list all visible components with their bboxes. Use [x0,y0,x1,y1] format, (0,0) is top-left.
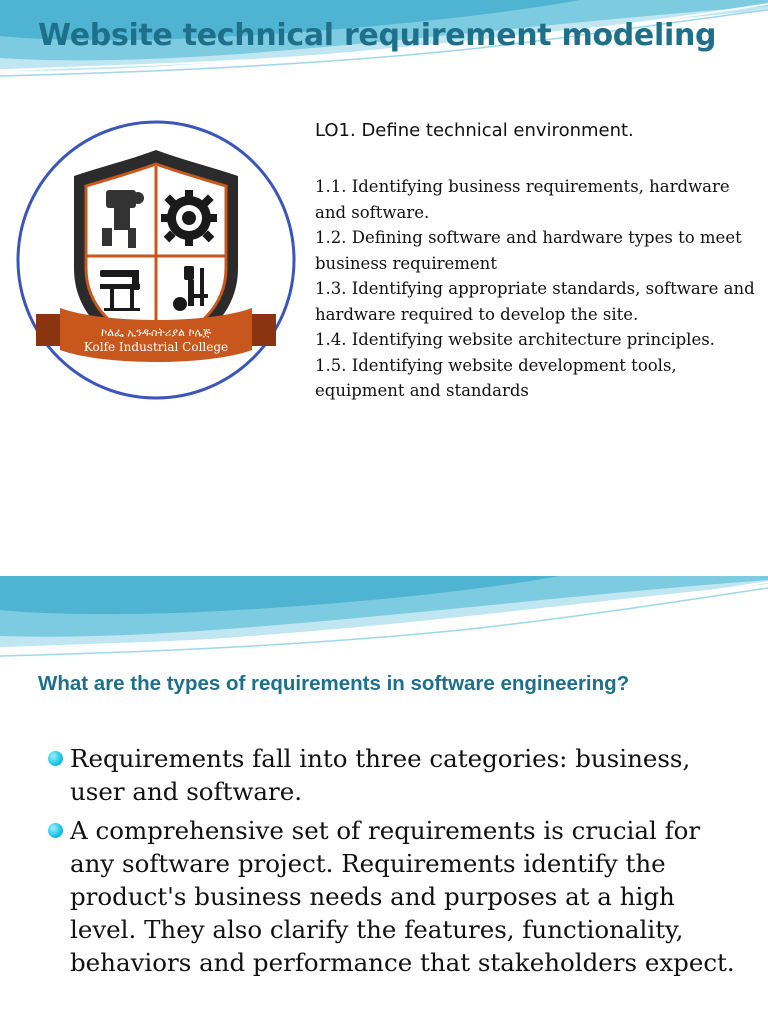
college-logo [14,118,298,402]
learning-outcome-heading: LO1. Define technical environment. [315,120,634,141]
wave-header-decoration [0,576,768,666]
learning-outcome-list [315,174,755,404]
slide-title: Website technical requirement modeling [38,18,717,53]
list-item: 1.4. Identifying website architecture principles. [315,330,715,349]
logo-english-text: Kolfe Industrial College [83,340,229,354]
list-item: 1.5. Identifying website development tools, equipment and standards [315,355,677,400]
list-item: 1.3. Identifying appropriate standards, software and hardware required to develop the site. [315,279,755,324]
list-item [46,742,746,808]
list-item [46,814,746,979]
slide-title: What are the types of requirements in software engineering? [38,672,630,695]
bullet-text: A comprehensive set of requirements is crucial for any software project. Requirements identify the product's business needs and purposes at a high level. They also clarify the features, functionality, behaviors and performance that stakeholders expect. [70,816,735,977]
list-item: 1.1. Identifying business requirements, hardware and software. [315,177,730,222]
logo-amharic-text: ኮልፌ ኢንዱስትሪያል ኮሌጅ [101,326,211,339]
list-item: 1.2. Defining software and hardware types to meet business requirement [315,228,742,273]
gear-icon [161,190,217,246]
bullet-list [46,742,746,985]
bullet-text: Requirements fall into three categories: business, user and software. [70,744,691,806]
bullet-icon [48,751,63,766]
bullet-icon [48,823,63,838]
slide-2 [0,576,768,1024]
